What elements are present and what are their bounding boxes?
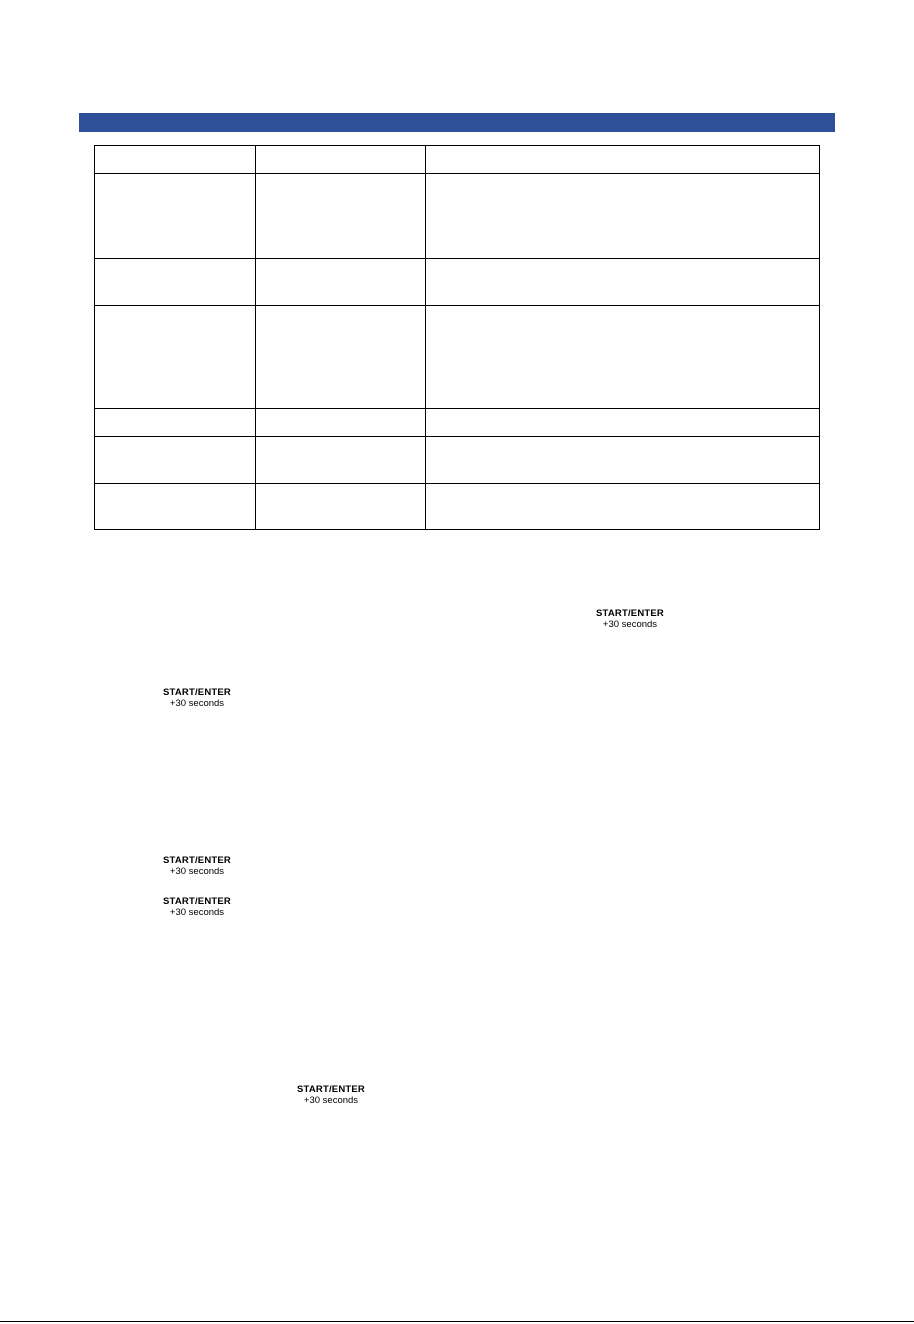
table-cell — [256, 146, 426, 174]
table-cell — [256, 409, 426, 437]
table-cell — [95, 409, 256, 437]
table-cell — [95, 146, 256, 174]
table-row — [95, 174, 820, 259]
table-row — [95, 409, 820, 437]
start-enter-label: START/ENTER — [163, 896, 231, 907]
table-cell — [426, 259, 820, 306]
table-cell — [256, 306, 426, 409]
start-enter-label: START/ENTER — [596, 608, 664, 619]
table-cell — [426, 437, 820, 484]
table-row — [95, 146, 820, 174]
plus-30-seconds-label: +30 seconds — [303, 1094, 359, 1106]
plus-30-seconds-label: +30 seconds — [169, 906, 225, 918]
start-enter-button[interactable] — [142, 856, 252, 876]
table-row — [95, 437, 820, 484]
footer-rule — [0, 1321, 914, 1322]
table-cell — [95, 174, 256, 259]
table-cell — [256, 484, 426, 530]
table-cell — [95, 306, 256, 409]
table-cell — [426, 306, 820, 409]
start-enter-button[interactable] — [276, 1085, 386, 1105]
start-enter-button[interactable] — [142, 688, 252, 708]
table-cell — [426, 409, 820, 437]
table-cell — [256, 437, 426, 484]
table-cell — [256, 174, 426, 259]
table-cell — [95, 259, 256, 306]
plus-30-seconds-label: +30 seconds — [169, 865, 225, 877]
section-header-bar — [79, 113, 835, 132]
table-cell — [426, 146, 820, 174]
table-cell — [426, 174, 820, 259]
start-enter-button[interactable] — [575, 609, 685, 629]
start-enter-label: START/ENTER — [163, 687, 231, 698]
table-cell — [256, 259, 426, 306]
table-cell — [95, 484, 256, 530]
start-enter-button[interactable] — [142, 897, 252, 917]
start-enter-label: START/ENTER — [163, 855, 231, 866]
plus-30-seconds-label: +30 seconds — [602, 618, 658, 630]
spec-table — [94, 145, 820, 530]
start-enter-label: START/ENTER — [297, 1084, 365, 1095]
table-cell — [426, 484, 820, 530]
table-row — [95, 259, 820, 306]
table-row — [95, 306, 820, 409]
table-cell — [95, 437, 256, 484]
table-row — [95, 484, 820, 530]
plus-30-seconds-label: +30 seconds — [169, 697, 225, 709]
